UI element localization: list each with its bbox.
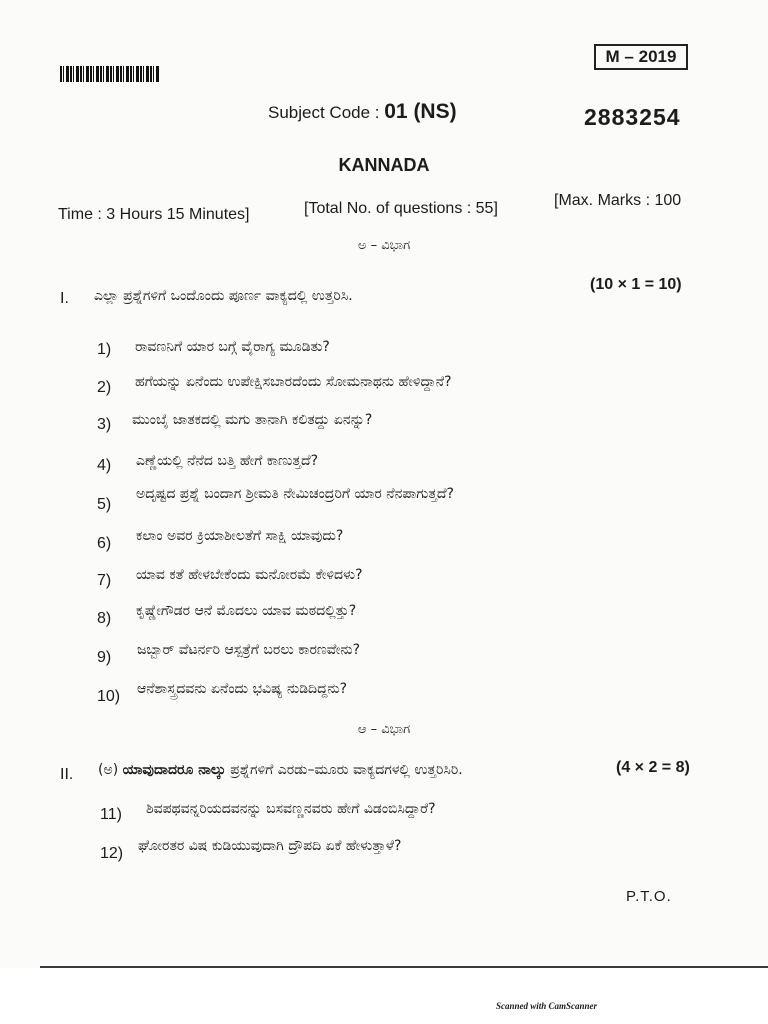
question-number: 5) (97, 496, 112, 513)
subject-code-value: 01 (NS) (384, 100, 457, 123)
part-one-number: I. (60, 290, 69, 307)
question-text: ಜಬ್ಬಾರ್ ವೆಟರ್ನರಿ ಆಸ್ಪತ್ರೆಗೆ ಬರಲು ಕಾರಣವೇನು? (137, 642, 361, 658)
section-a-heading: ಅ – ವಿಭಾಗ (357, 238, 411, 253)
paper-number: 2883254 (584, 104, 681, 130)
question-text: ಎಣ್ಣೆಯಲ್ಲಿ ನೆನೆದ ಬತ್ತಿ ಹೇಗೆ ಕಾಣುತ್ತದೆ? (136, 453, 319, 469)
part-two-sub-label: (ಅ) (98, 762, 119, 778)
subject-code-label: Subject Code : (268, 103, 380, 122)
question-text: ಕೃಷ್ಣೇಗೌಡರ ಆನೆ ಮೊದಲು ಯಾವ ಮಠದಲ್ಲಿತ್ತು? (136, 603, 357, 619)
total-questions-info: [Total No. of questions : 55] (304, 200, 498, 217)
subject-code (268, 100, 457, 124)
max-marks-info: [Max. Marks : 100 (554, 192, 682, 209)
scanner-watermark: Scanned with CamScanner (496, 1001, 598, 1011)
question-text: ಮುಂಬೈ ಜಾತಕದಲ್ಲಿ ಮಗು ತಾನಾಗಿ ಕಲಿತದ್ದು ಏನನ್ನು? (132, 412, 373, 428)
question-text: ಕಲಾಂ ಅವರ ಕ್ರಿಯಾಶೀಲತೆಗೆ ಸಾಕ್ಷಿ ಯಾವುದು? (136, 528, 344, 544)
question-text: ಘೋರತರ ವಿಷ ಕುಡಿಯುವುದಾಗಿ ದ್ರೌಪದಿ ಏಕೆ ಹೇಳುತ್ತಾಳೆ? (138, 838, 402, 854)
question-number: 7) (97, 572, 112, 589)
question-text: ಅದೃಷ್ಟದ ಪ್ರಶ್ನೆ ಬಂದಾಗ ಶ್ರೀಮತಿ ನೇಮಿಚಂದ್ರರಿಗೆ ಯಾರ ನೆನಪಾಗುತ್ತದೆ? (136, 486, 454, 502)
part-two-instruction-bold: ಯಾವುದಾದರೂ ನಾಲ್ಕು (122, 762, 226, 778)
question-number: 2) (97, 379, 112, 396)
subject-title: KANNADA (338, 155, 430, 175)
part-two-number: II. (60, 766, 74, 783)
question-text: ಹಗೆಯನ್ನು ಏನೆಂದು ಉಪೇಕ್ಷಿಸಬಾರದೆಂದು ಸೋಮನಾಥನು ಹೇಳಿದ್ದಾನೆ? (135, 374, 452, 390)
barcode (60, 66, 160, 82)
question-number: 9) (97, 649, 112, 666)
question-number: 8) (97, 610, 112, 627)
question-number: 6) (97, 535, 112, 552)
question-number: 3) (97, 416, 112, 433)
question-number: 12) (100, 845, 124, 862)
question-text: ಆನೆಶಾಸ್ತ್ರದವನು ಏನೆಂದು ಭವಿಷ್ಯ ನುಡಿದಿದ್ದನು? (137, 681, 348, 697)
part-two-instruction-rest: ಪ್ರಶ್ನೆಗಳಿಗೆ ಎರಡು–ಮೂರು ವಾಕ್ಯದಗಳಲ್ಲಿ ಉತ್ತರಿಸಿರಿ. (225, 762, 463, 778)
exam-code-box: M – 2019 (594, 44, 688, 70)
page-edge (40, 966, 768, 968)
question-number: 4) (97, 457, 112, 474)
question-number: 10) (97, 688, 121, 705)
question-text: ಯಾವ ಕತೆ ಹೇಳಬೇಕೆಂದು ಮನೋರಮೆ ಕೇಳಿದಳು? (136, 567, 363, 583)
part-two-marks: (4 × 2 = 8) (616, 759, 690, 776)
question-text: ಶಿವಪಥವನ್ನರಿಯದವನನ್ನು ಬಸವಣ್ಣನವರು ಹೇಗೆ ವಿಡಂಬಿಸಿದ್ದಾರೆ? (146, 801, 436, 817)
time-info: Time : 3 Hours 15 Minutes] (58, 206, 250, 223)
part-one-instruction: ಎಲ್ಲಾ ಪ್ರಶ್ನೆಗಳಿಗೆ ಒಂದೊಂದು ಪೂರ್ಣ ವಾಕ್ಯದಲ್ಲಿ ಉತ್ತರಿಸಿ. (94, 288, 353, 304)
part-two-instruction (98, 762, 463, 778)
section-b-heading: ಆ – ವಿಭಾಗ (357, 722, 411, 737)
question-number: 11) (100, 806, 122, 823)
question-text: ರಾವಣನಿಗೆ ಯಾರ ಬಗ್ಗೆ ವೈರಾಗ್ಯ ಮೂಡಿತು? (135, 339, 330, 355)
question-number: 1) (97, 341, 112, 358)
part-one-marks: (10 × 1 = 10) (590, 276, 682, 293)
pto-label: P.T.O. (626, 888, 672, 905)
